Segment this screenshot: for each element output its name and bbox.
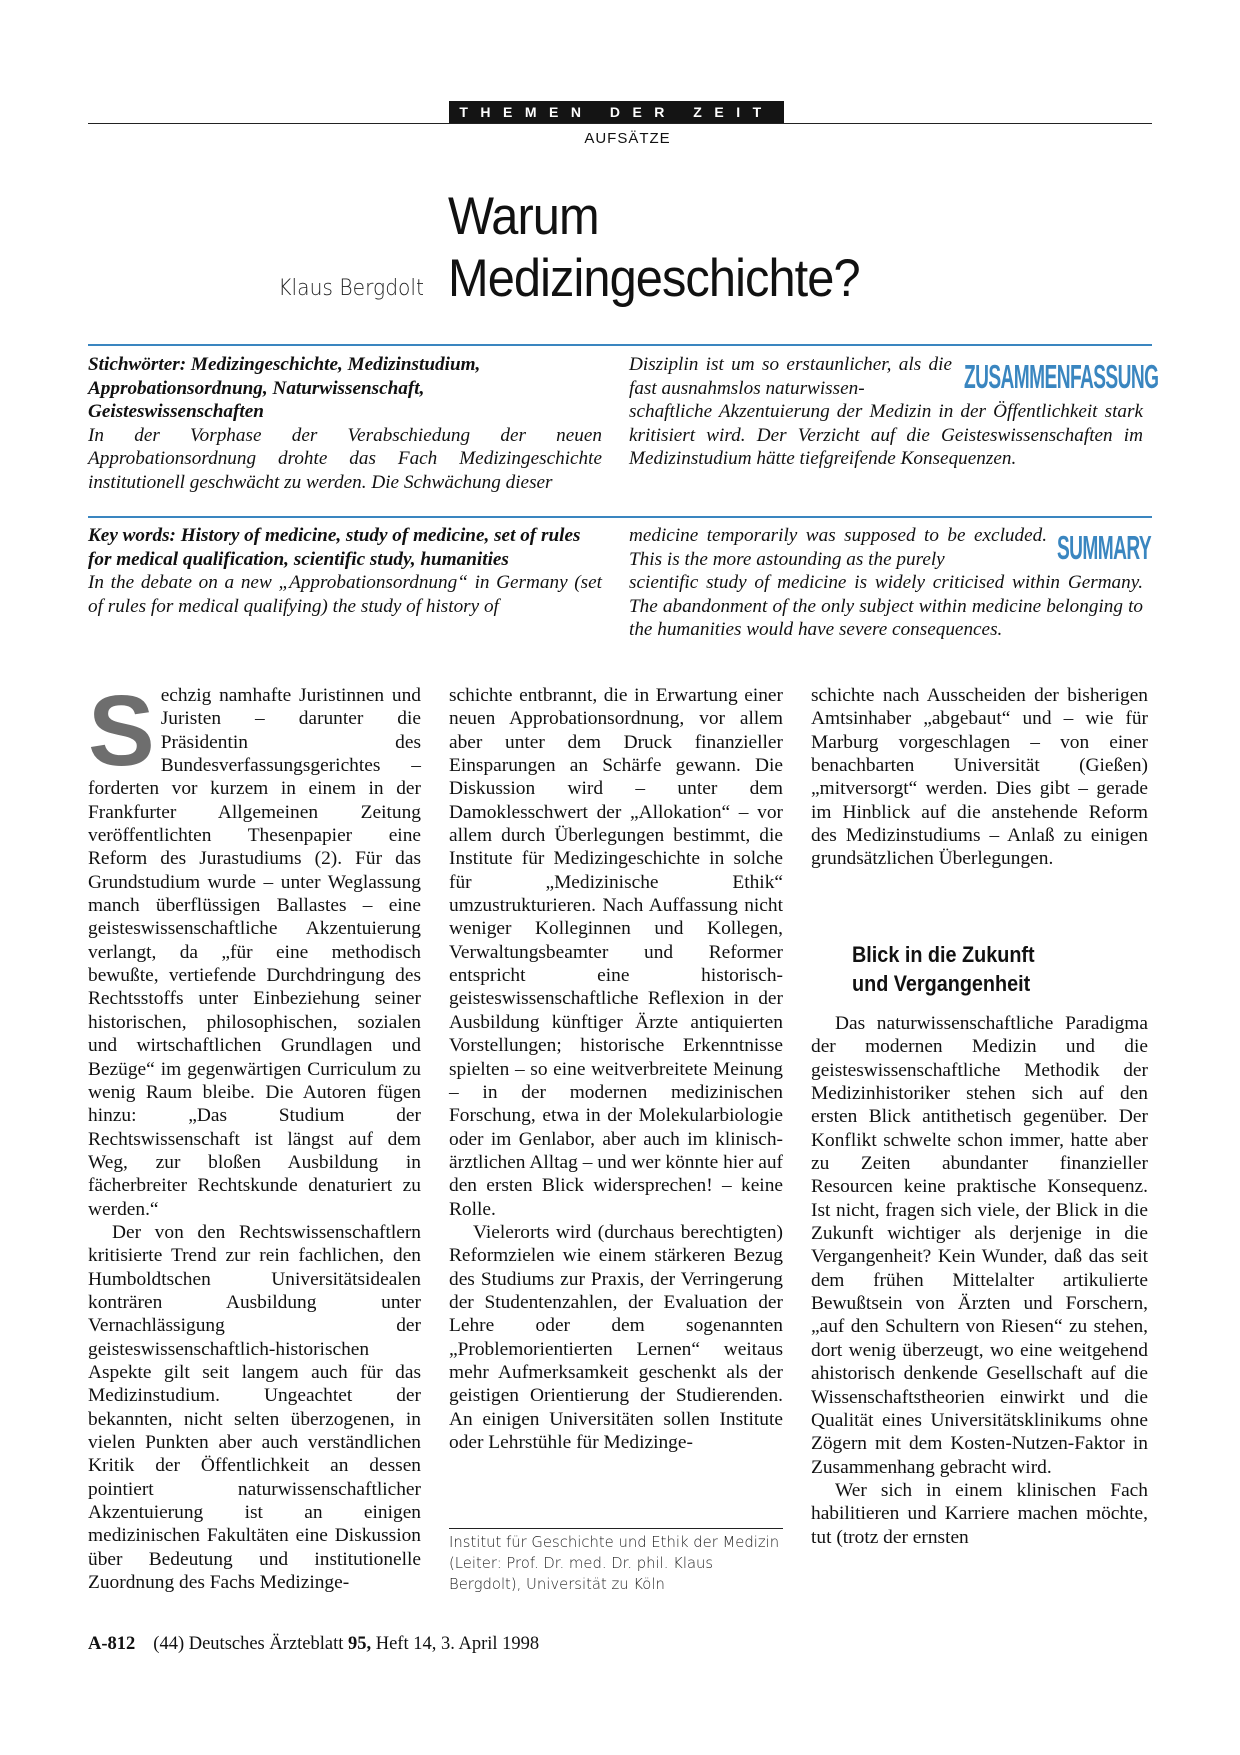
- footer-volume: 95,: [347, 1634, 372, 1654]
- article-title: [448, 186, 1147, 310]
- abstract-en-right-rest: scientific study of medicine is widely criticised within Germany. The abandonment of the only subject within medicine belonging to the humanities would have severe consequences.: [629, 572, 1143, 640]
- paragraph: schichte nach Ausscheiden der bisherigen Amtsinhaber „abgebaut“ und – wie für Marburg vorgeschlagen – von einer benachbarten Universität (Gießen) „mitversorgt“ werden. Dies gibt – gerade im Hinblick auf die anstehende Reform des Medizinstudiums – Anlaß zu einigen grundsätzlichen Überlegungen.: [811, 685, 1148, 870]
- paragraph: [88, 675, 421, 1221]
- footnote-rule: [449, 1528, 783, 1529]
- header-rule: [88, 123, 1152, 124]
- abstract-de-right-rest: schaftliche Akzentuierung der Medizin in der Öffentlichkeit stark kritisiert wird. Der Verzicht auf die Geisteswissenschaften im Medizinstudium hätte tiefgreifende Konsequenzen.: [629, 401, 1143, 469]
- body-column-3: [811, 684, 1148, 871]
- drop-cap: S: [88, 675, 155, 787]
- title-line-2: Medizingeschichte?: [448, 249, 860, 308]
- abstract-en-rule: [88, 516, 1152, 518]
- paragraph-text: echzig namhafte Juristinnen und Juristen – darunter die Präsidentin des Bundesverfassungsgerichtes – forderten vor kurzem in einem in der Frankfurter Allgemeinen Zeitung veröffentlichten Thesenpapier eine Reform des Jurastudiums (2). Für das Grundstudium wurde – unter Weglassung manch überflüssigen Ballastes – eine geisteswissenschaftliche Akzentuierung verlangt, da „für eine methodisch bewußte, vertiefende Durchdringung des Rechtsstoffs unter Einbeziehung seiner historischen, philosophischen, sozialen und wirtschaftlichen Grundlagen und Bezüge“ im gegenwärtigen Curriculum zu wenig Raum bleibe. Die Autoren fügen hinzu: „Das Studium der Rechtswissenschaft ist längst auf dem Weg, zur bloßen Ausbildung in fächerbreiter Rechtskunde denaturiert zu werden.“: [88, 685, 421, 1220]
- section-heading: [852, 940, 1122, 998]
- footer-issue: Heft 14, 3. April 1998: [371, 1634, 540, 1654]
- abstract-de-right-top: Disziplin ist um so erstaunlicher, als die fast ausnahmslos naturwissen-: [629, 354, 952, 399]
- page-footer: [88, 1634, 539, 1655]
- paragraph: Der von den Rechtswissenschaftlern kritisierte Trend zur rein fachlichen, den Humboldtschen Universitätsidealen konträren Ausbildung unter Vernachlässigung der geisteswissenschaftlich-historischen Aspekte gilt seit langem auch für das Medizinstudium. Ungeachtet der bekannten, nicht selten überzogenen, in vielen Punkten aber auch verständlichen Kritik der Öffentlichkeit an dessen pointiert naturwissenschaftlicher Akzentuierung ist an einigen medizinischen Fakultäten eine Diskussion über Bedeutung und institutionelle Zuordnung des Fachs Medizinge-: [88, 1221, 421, 1594]
- section-label: THEMEN DER ZEIT: [449, 101, 784, 123]
- abstract-en-keywords: Key words: History of medicine, study of medicine, set of rules for medical qualification, scientific study, humanities: [88, 525, 581, 570]
- summary-heading: SUMMARY: [1057, 529, 1152, 566]
- author-name: Klaus Bergdolt: [278, 276, 424, 301]
- page-number: A-812: [88, 1634, 136, 1654]
- paragraph: Vielerorts wird (durchaus berechtigten) Reformzielen wie einem stärkeren Bezug des Studiums zur Praxis, der Verringerung der Studentenzahlen, der Evaluation der Lehre oder dem sogenannten „Problemorientierten Lernen“ weitaus mehr Aufmerksamkeit geschenkt als der geistigen Orientierung der Studierenden. An einigen Universitäten sollen Institute oder Lehrstühle für Medizinge-: [449, 1221, 783, 1453]
- body-column-1: [88, 675, 421, 1594]
- section-heading-line-2: und Vergangenheit: [852, 971, 1031, 996]
- abstract-en-left: [88, 524, 602, 618]
- abstract-en-text: In the debate on a new „Approbationsordnung“ in Germany (set of rules for medical qualifying) the study of history of: [88, 572, 602, 617]
- abstract-de-rule: [88, 344, 1152, 346]
- abstract-de-left: [88, 353, 602, 494]
- abstract-de-keywords: Stichwörter: Medizingeschichte, Medizinstudium, Approbationsordnung, Naturwissenschaft, Geisteswissenschaften: [88, 354, 481, 422]
- paragraph: Das naturwissenschaftliche Paradigma der modernen Medizin und die geisteswissenschaftliche Methodik der Medizinhistoriker stehen sich auf den ersten Blick antithetisch gegenüber. Der Konflikt schwelte schon immer, hatte aber zu Zeiten abundanter finanzieller Resourcen keine praktische Konsequenz. Ist nicht, fragen sich viele, der Blick in die Zukunft wichtiger als derjenige in die Vergangenheit? Kein Wunder, daß das seit dem frühen Mittelalter artikulierte Bewußtsein von Ärzten und Forschern, „auf den Schultern von Riesen“ zu stehen, dort wenig überzeugt, wo eine weitgehend ahistorisch denkende Gesellschaft auf die Wissenschaftstheorien einwirkt und die Qualität eines Universitätsklinikums ohne Zögern mit dem Kosten-Nutzen-Faktor in Zusammenhang gebracht wird.: [811, 1013, 1148, 1478]
- subsection-label: AUFSÄTZE: [584, 130, 671, 147]
- body-column-3-continued: [811, 1012, 1148, 1549]
- paragraph: Wer sich in einem klinischen Fach habilitieren und Karriere machen möchte, tut (trotz der ernsten: [811, 1479, 1148, 1548]
- zusammenfassung-heading: ZUSAMMENFASSUNG: [964, 358, 1159, 395]
- title-line-1: Warum: [448, 187, 599, 246]
- affiliation-footnote: Institut für Geschichte und Ethik der Medizin (Leiter: Prof. Dr. med. Dr. phil. Klaus Bergdolt), Universität zu Köln: [449, 1534, 780, 1593]
- paragraph: schichte entbrannt, die in Erwartung einer neuen Approbationsordnung, vor allem aber unter dem Druck finanzieller Einsparungen an Schärfe gewann. Die Diskussion wird – unter dem Damoklesschwert der „Allokation“ – vor allem durch Überlegungen bestimmt, die Institute für Medizingeschichte in solche für „Medizinische Ethik“ umzustrukturieren. Nach Auffassung nicht weniger Kolleginnen und Kollegen, Verwaltungsbeamter und Reformer entspricht eine historisch-geisteswissenschaftliche Reflexion in der Ausbildung künftiger Ärzte antiquierten Vorstellungen; historische Erkenntnisse spielten – so eine weitverbreitete Meinung – in der modernen medizinischen Forschung, etwa in der Molekularbiologie oder im Genlabor, aber auch im klinisch-ärztlichen Alltag – und wer könnte hier auf den ersten Blick widersprechen! – keine Rolle.: [449, 685, 783, 1220]
- footer-citation: (44) Deutsches Ärzteblatt: [153, 1634, 348, 1654]
- body-column-2: [449, 684, 783, 1454]
- abstract-en-right-top: medicine temporarily was supposed to be excluded. This is the more astounding as the purely: [629, 525, 1047, 570]
- section-heading-line-1: Blick in die Zukunft: [852, 942, 1035, 967]
- abstract-de-text: In der Vorphase der Verabschiedung der neuen Approbationsordnung drohte das Fach Medizingeschichte institutionell geschwächt zu werden. Die Schwächung dieser: [88, 424, 602, 493]
